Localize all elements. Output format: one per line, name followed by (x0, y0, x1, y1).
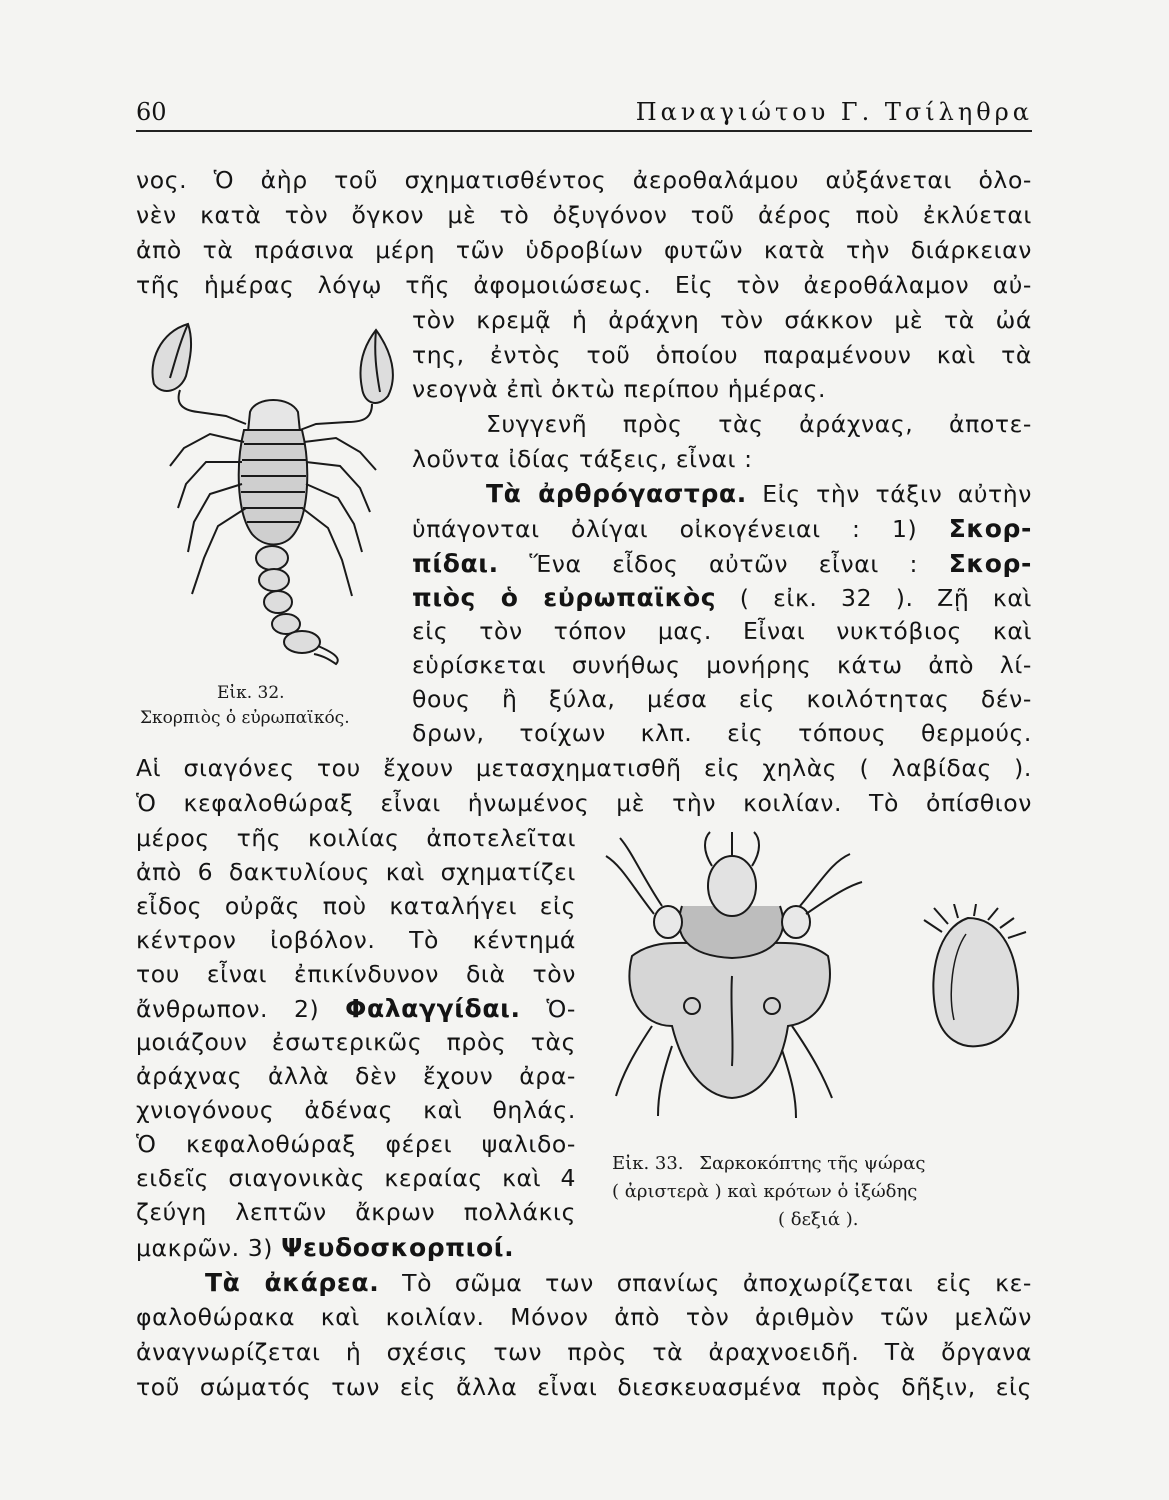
figure-32-caption: Σκορπιὸς ὁ εὐρωπαϊκός. (140, 708, 350, 728)
heading-arthrogastra: Τὰ ἀρθρόγαστρα. (486, 479, 747, 508)
text-line: λοῦντα ἰδίας τάξεις, εἶναι : (412, 445, 753, 473)
text-line: Αἱ σιαγόνες του ἔχουν μετασχηματισθῆ εἰς χηλὰς ( λαβίδας ). (136, 754, 1032, 782)
text-line (412, 546, 1032, 582)
text-line: νος. Ὁ ἀὴρ τοῦ σχηματισθέντος ἀεροθαλάμου αὐξάνεται ὁλο- (136, 166, 1032, 194)
text-line: νεογνὰ ἐπὶ ὀκτὼ περίπου ἡμέρας. (412, 375, 827, 403)
term-phalangidai: Φαλαγγίδαι. (345, 994, 521, 1023)
header-rule (136, 130, 1032, 132)
scorpion-illustration (140, 312, 402, 674)
text-line (136, 1230, 576, 1266)
text-line: εἶδος οὐρᾶς ποὺ καταλήγει εἰς (136, 892, 576, 920)
text-line: θους ἢ ξύλα, μέσα εἰς κοιλότητας δέν- (412, 685, 1032, 713)
text-span: Τὸ σῶμα των σπανίως ἀποχωρίζεται εἰς κε- (379, 1269, 1032, 1297)
figure-32-label: Εἰκ. 32. (217, 683, 285, 703)
text-line: ἀπὸ 6 δακτυλίους καὶ σχηματίζει (136, 858, 576, 886)
text-line: μοιάζουν ἐσωτερικῶς πρὸς τὰς (136, 1028, 576, 1056)
text-line (205, 1265, 1032, 1301)
text-span: Ἕνα εἶδος αὐτῶν εἶναι : (498, 550, 949, 578)
text-line: κέντρον ἰοβόλον. Τὸ κέντημά (136, 926, 576, 954)
term-skorpios-europaikos: πιὸς ὁ εὐρωπαϊκὸς (412, 583, 717, 612)
text-line: νὲν κατὰ τὸν ὄγκον μὲ τὸ ὀξυγόνον τοῦ ἀέρος ποὺ ἐκλύεται (136, 201, 1032, 229)
text-line (412, 580, 1032, 616)
text-line: τὸν κρεμᾷ ἡ ἀράχνη τὸν σάκκον μὲ τὰ ὠά (412, 306, 1032, 334)
text-line: εἰς τὸν τόπον μας. Εἶναι νυκτόβιος καὶ (412, 617, 1032, 645)
figure-33-caption-line: ( ἀριστερὰ ) καὶ κρότων ὁ ἰξώδης (612, 1181, 918, 1202)
text-line: Συγγενῆ πρὸς τὰς ἀράχνας, ἀποτε- (486, 410, 1032, 438)
text-line: εὑρίσκεται συνήθως μονήρης κάτω ἀπὸ λί- (412, 651, 1032, 679)
text-line: δρων, τοίχων κλπ. εἰς τόπους θερμούς. (412, 719, 1032, 747)
text-line: τοῦ σώματός των εἰς ἄλλα εἶναι διεσκευασμένα πρὸς δῆξιν, εἰς (136, 1373, 1032, 1401)
text-line (412, 511, 1032, 547)
text-line: ἀναγνωρίζεται ἡ σχέσις των πρὸς τὰ ἀραχνοειδῆ. Τὰ ὄργανα (136, 1338, 1032, 1366)
tick-illustration (918, 904, 1038, 1054)
figure-33-caption-line: Σαρκοκόπτης τῆς ψώρας (699, 1153, 926, 1174)
text-line: του εἶναι ἐπικίνδυνον διὰ τὸν (136, 960, 576, 988)
text-line: της, ἐντὸς τοῦ ὁποίου παραμένουν καὶ τὰ (412, 341, 1032, 369)
text-span: Ὁ- (520, 995, 576, 1023)
text-span: ( εἰκ. 32 ). Ζῇ καὶ (716, 584, 1032, 612)
text-line: χνιογόνους ἀδένας καὶ θηλάς. (136, 1096, 576, 1124)
text-line (136, 991, 576, 1027)
heading-akarea: Τὰ ἀκάρεα. (205, 1268, 380, 1297)
text-span: ἄνθρωπον. 2) (136, 995, 346, 1023)
text-line: ζεύγη λεπτῶν ἄκρων πολλάκις (136, 1198, 576, 1226)
figure-33-label (612, 1153, 925, 1174)
sarcoptes-mite-illustration (592, 826, 872, 1126)
text-line (486, 476, 1032, 512)
page-number: 60 (136, 98, 167, 126)
text-line: Ὁ κεφαλοθώραξ φέρει ψαλιδο- (136, 1130, 576, 1158)
text-line: φαλοθώρακα καὶ κοιλίαν. Μόνον ἀπὸ τὸν ἀριθμὸν τῶν μελῶν (136, 1303, 1032, 1331)
text-line: ἀράχνας ἀλλὰ δὲν ἔχουν ἀρα- (136, 1062, 576, 1090)
term-skorpidai: Σκορ- (948, 514, 1032, 543)
term-pseudoskorpioi: Ψευδοσκορπιοί. (281, 1233, 515, 1262)
text-span: μακρῶν. 3) (136, 1234, 282, 1262)
text-line: Ὁ κεφαλοθώραξ εἶναι ἡνωμένος μὲ τὴν κοιλίαν. Τὸ ὀπίσθιον (136, 789, 1032, 817)
text-line: ἀπὸ τὰ πράσινα μέρη τῶν ὑδροβίων φυτῶν κατὰ τὴν διάρκειαν (136, 236, 1032, 264)
term-skorpios: Σκορ- (948, 549, 1032, 578)
text-span: Εἰς τὴν τάξιν αὐτὴν (746, 480, 1032, 508)
running-header-author: Παναγιώτου Γ. Τσίληθρα (635, 98, 1033, 126)
text-line: ειδεῖς σιαγονικὰς κεραίας καὶ 4 (136, 1164, 576, 1192)
figure-33-caption-line: ( δεξιά ). (778, 1209, 859, 1230)
text-span: ὑπάγονται ὀλίγαι οἰκογένειαι : 1) (412, 515, 949, 543)
figure-33-number: Εἰκ. 33. (612, 1153, 684, 1174)
text-line: μέρος τῆς κοιλίας ἀποτελεῖται (136, 824, 576, 852)
term-skorpidai-end: πίδαι. (412, 549, 499, 578)
text-line: τῆς ἡμέρας λόγῳ τῆς ἀφομοιώσεως. Εἰς τὸν ἀεροθάλαμον αὐ- (136, 271, 1032, 299)
